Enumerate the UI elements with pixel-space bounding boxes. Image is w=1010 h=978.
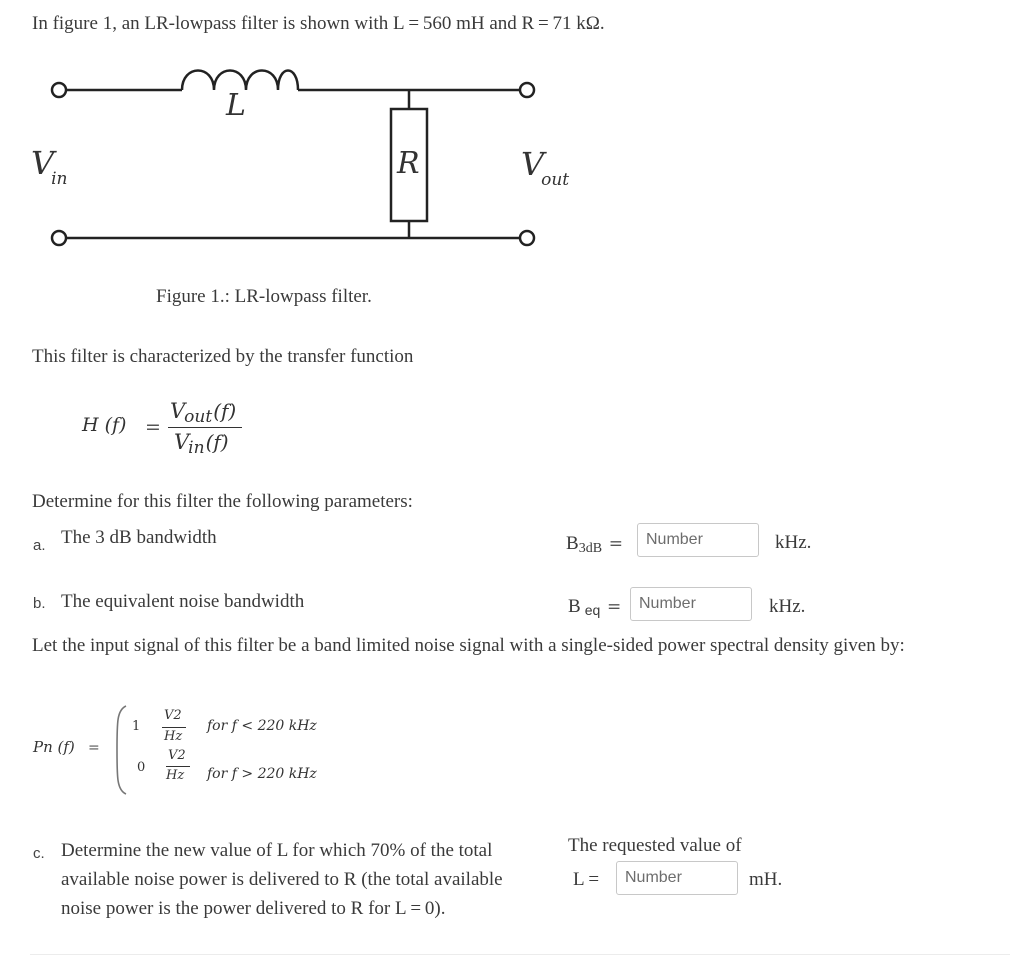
vin-main: V [31, 144, 55, 182]
figure-caption: Figure 1.: LR-lowpass filter. [156, 286, 372, 307]
num-arg: (f) [213, 399, 237, 423]
transfer-numerator [170, 399, 237, 427]
psd-row1-den: Hz [164, 729, 183, 744]
den-main: V [174, 430, 190, 454]
psd-row2-cond: for f > 220 kHz [207, 766, 317, 782]
part-b-marker: b. [33, 595, 46, 612]
part-c-line2: available noise power is delivered to R (the total available [61, 869, 503, 890]
resistor-label: R [397, 146, 420, 181]
psd-row2-bar [166, 766, 190, 767]
b3db-label [566, 533, 623, 555]
noise-text: Let the input signal of this filter be a band limited noise signal with a single-sided power spectral density given by: [32, 635, 905, 656]
terminal-in-top [52, 83, 66, 97]
circuit-diagram [30, 60, 590, 260]
beq-sub: eq [584, 602, 601, 618]
psd-brace [110, 702, 130, 798]
b3db-eq: = [608, 534, 624, 554]
transfer-lhs: H (f) [82, 414, 127, 436]
terminal-in-bottom [52, 231, 66, 245]
vout-label [521, 145, 572, 190]
transfer-fraction-bar [168, 427, 242, 428]
answer-label: The requested value of [568, 835, 742, 856]
l-input[interactable] [616, 861, 738, 895]
terminal-out-top [520, 83, 534, 97]
transfer-denominator [174, 430, 229, 458]
part-c-marker: c. [33, 845, 45, 862]
part-b-text: The equivalent noise bandwidth [61, 591, 305, 612]
part-a-text: The 3 dB bandwidth [61, 527, 217, 548]
beq-unit: kHz. [769, 596, 806, 617]
l-var-label: L = [573, 869, 600, 890]
psd-row1-bar [162, 727, 186, 728]
psd-row2-den: Hz [166, 768, 185, 783]
den-arg: (f) [205, 430, 229, 454]
vin-label [31, 144, 71, 189]
transfer-text: This filter is characterized by the transfer function [32, 346, 414, 367]
psd-eq: = [88, 740, 100, 756]
psd-row1-value: 1 [132, 719, 141, 734]
psd-row2-num: V2 [168, 748, 186, 763]
inductor-label: L [226, 88, 246, 123]
b3db-sub: 3dB [578, 541, 603, 556]
determine-text: Determine for this filter the following parameters: [32, 491, 413, 512]
vout-sub: out [541, 170, 570, 190]
vin-sub: in [51, 169, 68, 189]
beq-label [568, 596, 621, 618]
vout-main: V [521, 145, 545, 183]
num-sub: out [184, 407, 213, 427]
terminal-out-bottom [520, 231, 534, 245]
b3db-unit: kHz. [775, 532, 812, 553]
beq-input[interactable] [630, 587, 752, 621]
b3db-input[interactable] [637, 523, 759, 557]
part-a-marker: a. [33, 537, 46, 554]
beq-main: B [568, 596, 581, 617]
beq-eq: = [607, 597, 622, 617]
part-c-line3: noise power is the power delivered to R for L = 0). [61, 898, 446, 919]
num-main: V [170, 399, 186, 423]
psd-row1-num: V2 [164, 708, 182, 723]
part-c-line1: Determine the new value of L for which 70% of the total [61, 840, 493, 861]
den-sub: in [188, 438, 205, 458]
intro-text: In figure 1, an LR-lowpass filter is shown with L = 560 mH and R = 71 kΩ. [32, 13, 605, 34]
b3db-main: B [566, 533, 579, 554]
bottom-divider [30, 954, 1010, 955]
transfer-eq: = [145, 416, 161, 438]
psd-row2-value: 0 [137, 760, 146, 775]
psd-lhs: Pn (f) [33, 738, 75, 756]
psd-row1-cond: for f < 220 kHz [207, 718, 317, 734]
l-unit: mH. [749, 869, 783, 890]
